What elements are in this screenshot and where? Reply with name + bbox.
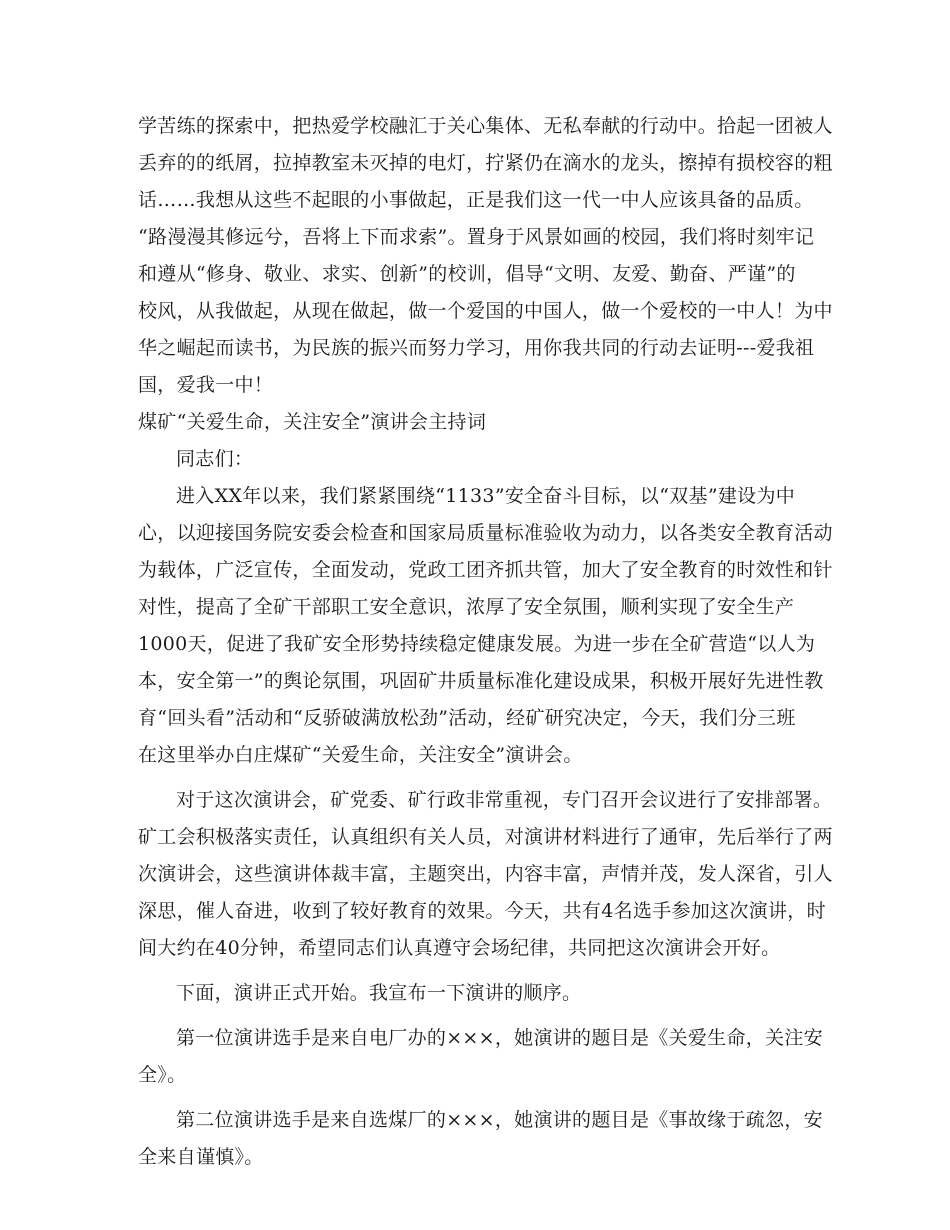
text-line: 全》。 bbox=[138, 1064, 187, 1086]
text-line: 下面，演讲正式开始。我宣布一下演讲的顺序。 bbox=[176, 982, 582, 1004]
text-line: 学苦练的探索中，把热爱学校融汇于关心集体、无私奉献的行动中。拾起一团被人 bbox=[138, 115, 833, 137]
section-intro bbox=[138, 108, 833, 404]
text-line: 为载体，广泛宣传，全面发动，党政工团齐抓共管，加大了安全教育的时效性和针 bbox=[138, 559, 833, 581]
text-line: 深思，催人奋进，收到了较好教育的效果。今天，共有4名选手参加这次演讲，时 bbox=[138, 900, 826, 922]
text-line: 心，以迎接国务院安委会检查和国家局质量标准验收为动力，以各类安全教育活动 bbox=[138, 522, 833, 544]
text-line: 对性，提高了全矿干部职工安全意识，浓厚了安全氛围，顺利实现了安全生产 bbox=[138, 596, 795, 618]
text-line: 话……我想从这些不起眼的小事做起，正是我们这一代一中人应该具备的品质。 bbox=[138, 189, 814, 211]
text-line: 矿工会积极落实责任，认真组织有关人员，对演讲材料进行了通审，先后举行了两 bbox=[138, 826, 833, 848]
text-line: 第二位演讲选手是来自选煤厂的×××，她演讲的题目是《事故缘于疏忽，安 bbox=[176, 1109, 823, 1131]
paragraph-5 bbox=[138, 1102, 823, 1176]
text-line: 间大约在40分钟，希望同志们认真遵守会场纪律，共同把这次演讲会开好。 bbox=[138, 937, 781, 959]
text-line: “路漫漫其修远兮，吾将上下而求索”。置身于风景如画的校园，我们将时刻牢记 bbox=[138, 226, 815, 248]
text-line: 次演讲会，这些演讲体裁丰富，主题突出，内容丰富，声情并茂，发人深省，引人 bbox=[138, 863, 833, 885]
text-line: 第一位演讲选手是来自电厂办的×××，她演讲的题目是《关爱生命，关注安 bbox=[176, 1027, 823, 1049]
text-line: 丢弃的的纸屑，拉掉教室未灭掉的电灯，拧紧仍在滴水的龙头，擦掉有损校容的粗 bbox=[138, 152, 833, 174]
text-line: 对于这次演讲会，矿党委、矿行政非常重视，专门召开会议进行了安排部署。 bbox=[176, 789, 833, 811]
text-line: 1000天，促进了我矿安全形势持续稳定健康发展。为进一步在全矿营造“以人为 bbox=[138, 633, 816, 655]
paragraph-4 bbox=[138, 1020, 823, 1094]
paragraph-2 bbox=[138, 782, 833, 967]
text-line: 育“回头看”活动和“反骄破满放松劲”活动，经矿研究决定，今天，我们分三班 bbox=[138, 707, 796, 729]
text-line: 华之崛起而读书，为民族的振兴而努力学习，用你我共同的行动去证明---爱我祖 bbox=[138, 337, 815, 359]
text-line: 和遵从“修身、敬业、求实、创新”的校训，倡导“文明、友爱、勤奋、严谨”的 bbox=[138, 263, 796, 285]
text-line: 全来自谨慎》。 bbox=[138, 1146, 264, 1168]
paragraph-1 bbox=[138, 478, 833, 774]
document-body bbox=[138, 108, 833, 1176]
text-line: 在这里举办白庄煤矿“关爱生命，关注安全”演讲会。 bbox=[138, 744, 583, 766]
paragraph-3 bbox=[138, 975, 818, 1012]
text-line: 进入XX年以来，我们紧紧围绕“1133”安全奋斗目标，以“双基”建设为中 bbox=[176, 485, 796, 507]
document-title: 煤矿“关爱生命，关注安全”演讲会主持词 bbox=[138, 411, 487, 433]
greeting: 同志们： bbox=[176, 448, 254, 470]
text-line: 校风，从我做起，从现在做起，做一个爱国的中国人，做一个爱校的一中人！为中 bbox=[138, 300, 833, 322]
text-line: 国，爱我一中！ bbox=[138, 374, 274, 396]
text-line: 本，安全第一”的舆论氛围，巩固矿井质量标准化建设成果，积极开展好先进性教 bbox=[138, 670, 824, 692]
